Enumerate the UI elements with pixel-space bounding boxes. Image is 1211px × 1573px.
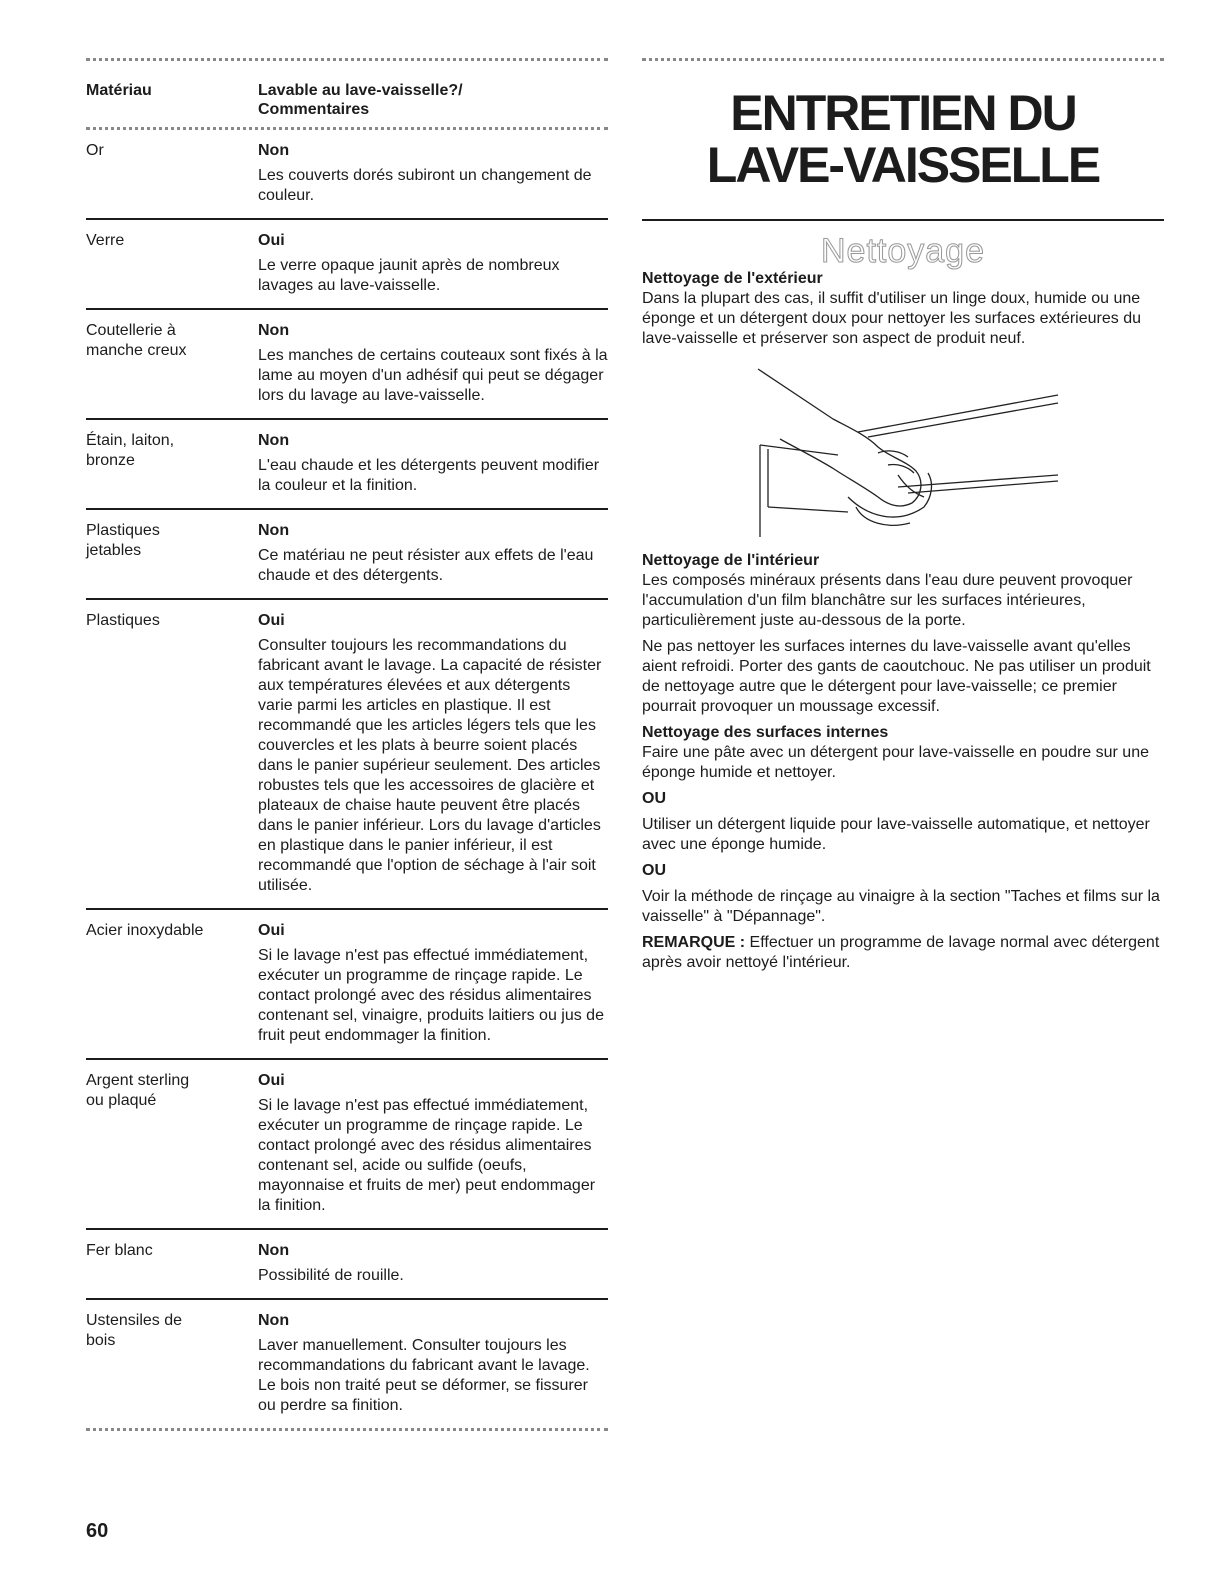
table-body [86, 130, 608, 1428]
material-cell: Fer blanc [86, 1242, 153, 1259]
material-cell: Coutellerie à manche creux [86, 322, 187, 359]
dishwasher-cell [258, 228, 608, 296]
header-dishwasher-safe: Lavable au lave-vaisselle?/ Commentaires [258, 82, 463, 118]
internal-surfaces-heading: Nettoyage des surfaces internes [642, 724, 889, 741]
comment: Si le lavage n'est pas effectué immédiatement, exécuter un programme de rinçage rapide. Le contact prolongé avec des résidus alimentaires contenant sel, vinaigre, produits laitiers ou jus de fruit peut endommager la finition. [258, 947, 604, 1044]
material-cell: Plastiques jetables [86, 522, 160, 559]
verdict: Oui [258, 612, 285, 629]
option-3-text: Voir la méthode de rinçage au vinaigre à la section "Taches et films sur la vaisselle" à "Dépannage". [642, 888, 1160, 925]
table-row [86, 218, 608, 308]
comment: Ce matériau ne peut résister aux effets de l'eau chaude et des détergents. [258, 547, 594, 584]
table-header [86, 61, 608, 127]
note-label: REMARQUE : [642, 934, 746, 951]
exterior-heading: Nettoyage de l'extérieur [642, 270, 823, 287]
table-row [86, 598, 608, 908]
verdict: Oui [258, 922, 285, 939]
comment: Les couverts dorés subiront un changement de couleur. [258, 167, 592, 204]
table-row [86, 1058, 608, 1228]
table-row [86, 130, 608, 218]
material-cell: Étain, laiton, bronze [86, 432, 175, 469]
hand-wiping-illustration [738, 357, 1098, 547]
material-cell: Or [86, 142, 104, 159]
material-cell: Verre [86, 232, 125, 249]
verdict: Non [258, 432, 290, 449]
comment: Possibilité de rouille. [258, 1267, 404, 1284]
dishwasher-cell [258, 138, 608, 206]
dishwasher-cell [258, 1068, 608, 1216]
comment: Laver manuellement. Consulter toujours les recommandations du fabricant avant le lavage. Le bois non traité peut se déformer, se fissurer ou perdre sa finition. [258, 1337, 590, 1414]
top-rule [642, 58, 1164, 61]
internal-surfaces-text: Faire une pâte avec un détergent pour lave-vaisselle en poudre sur une éponge humide et nettoyer. [642, 744, 1149, 781]
material-cell: Plastiques [86, 612, 160, 629]
dishwasher-cell [258, 1308, 608, 1416]
material-table [86, 58, 608, 1431]
comment: Les manches de certains couteaux sont fixés à la lame au moyen d'un adhésif qui peut se dégager lors du lavage au lave-vaisselle. [258, 347, 608, 404]
option-2-text: Utiliser un détergent liquide pour lave-vaisselle automatique, et nettoyer avec une éponge humide. [642, 816, 1150, 853]
table-row [86, 1298, 608, 1428]
interior-text-1: Les composés minéraux présents dans l'eau dure peuvent provoquer l'accumulation d'un film blanchâtre sur les surfaces intérieures, particulièrement juste au-dessous de la porte. [642, 572, 1133, 629]
cleaning-illustration [738, 357, 1098, 547]
verdict: Non [258, 522, 290, 539]
exterior-text: Dans la plupart des cas, il suffit d'utiliser un linge doux, humide ou une éponge et un détergent doux pour nettoyer les surfaces extérieures du lave-vaisselle et préserver son aspect de produit neuf. [642, 290, 1141, 347]
title-line-2: LAVE-VAISSELLE [706, 137, 1100, 193]
verdict: Non [258, 1312, 290, 1329]
verdict: Non [258, 1242, 290, 1259]
or-label-1: OU [642, 790, 666, 807]
dishwasher-cell [258, 318, 608, 406]
comment: Si le lavage n'est pas effectué immédiatement, exécuter un programme de rinçage rapide. Le contact prolongé avec des résidus alimentaires contenant sel, acide ou sulfide (oeufs, mayonnaise et fruits de mer) peut endommager la finition. [258, 1097, 596, 1214]
material-cell: Ustensiles de bois [86, 1312, 183, 1349]
verdict: Non [258, 142, 290, 159]
header-material: Matériau [86, 82, 152, 99]
note [642, 933, 1164, 973]
dishwasher-cell [258, 918, 608, 1046]
material-cell: Argent sterling ou plaqué [86, 1072, 190, 1109]
table-row [86, 908, 608, 1058]
care-column [642, 58, 1164, 979]
interior-text-2: Ne pas nettoyer les surfaces internes du lave-vaisselle avant qu'elles aient refroidi. Porter des gants de caoutchouc. Ne pas utiliser un produit de nettoyage autre que le détergent pour lave-vaisselle; ce premier pourrait provoquer un moussage excessif. [642, 638, 1151, 715]
interior-heading: Nettoyage de l'intérieur [642, 552, 820, 569]
table-row [86, 1228, 608, 1298]
material-cell: Acier inoxydable [86, 922, 204, 939]
dishwasher-cell [258, 1238, 608, 1286]
page-title [642, 87, 1164, 191]
verdict: Oui [258, 1072, 285, 1089]
dishwasher-cell [258, 608, 608, 896]
section-title: Nettoyage [821, 232, 985, 270]
comment: L'eau chaude et les détergents peuvent modifier la couleur et la finition. [258, 457, 600, 494]
title-line-1: ENTRETIEN DU [730, 85, 1076, 141]
title-rule [642, 219, 1164, 221]
verdict: Oui [258, 232, 285, 249]
comment: Le verre opaque jaunit après de nombreux lavages au lave-vaisselle. [258, 257, 560, 294]
comment: Consulter toujours les recommandations du fabricant avant le lavage. La capacité de résister aux températures élevées et aux détergents varie parmi les articles en plastique. Il est recommandé que les articles légers tels que les couvercles et les plats à beurre soient placés dans le panier supérieur seulement. Des articles robustes tels que les accessoires de glacière et plateaux de chaise haute peuvent être placés dans le panier inférieur. Lors du lavage d'articles en plastique dans le panier inférieur, il est recommandé que l'option de séchage à l'air soit utilisée. [258, 637, 602, 894]
page-number: 60 [86, 1520, 109, 1542]
verdict: Non [258, 322, 290, 339]
note-text: Effectuer un programme de lavage normal avec détergent après avoir nettoyé l'intérieur. [642, 934, 1160, 971]
table-bottom-rule [86, 1428, 608, 1431]
table-row [86, 308, 608, 418]
dishwasher-cell [258, 518, 608, 586]
or-label-2: OU [642, 862, 666, 879]
table-row [86, 418, 608, 508]
table-row [86, 508, 608, 598]
dishwasher-cell [258, 428, 608, 496]
